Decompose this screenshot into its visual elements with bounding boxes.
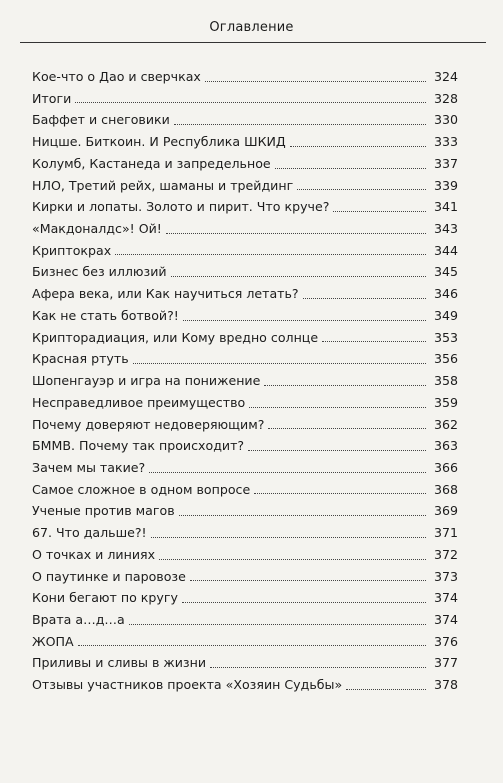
toc-entry-page: 369 (433, 503, 458, 519)
dot-leader (303, 297, 426, 299)
dot-leader (151, 536, 426, 538)
toc-entry (32, 414, 458, 436)
toc-entry-page: 337 (433, 155, 458, 171)
toc-entry-page: 378 (433, 677, 458, 693)
toc-entry (32, 631, 458, 653)
header-rule (20, 42, 486, 43)
toc-entry-title: Приливы и сливы в жизни (32, 655, 207, 671)
toc-entry-title: Почему доверяют недоверяющим? (32, 416, 265, 432)
dot-leader (166, 232, 426, 234)
dot-leader (174, 123, 426, 125)
dot-leader (129, 623, 426, 625)
dot-leader (275, 167, 426, 169)
dot-leader (179, 514, 426, 516)
dot-leader (297, 188, 426, 190)
toc-entry-title: Итоги (32, 90, 72, 106)
toc-entry-title: О паутинке и паровозе (32, 568, 186, 584)
toc-entry (32, 479, 458, 501)
toc-entry (32, 66, 458, 88)
toc-entry-page: 356 (433, 351, 458, 367)
toc-entry (32, 196, 458, 218)
toc-entry-title: Кое-что о Дао и сверчках (32, 69, 201, 84)
toc-entry-page: 343 (433, 221, 458, 237)
toc-entry (32, 218, 458, 240)
dot-leader (268, 427, 426, 429)
toc-entry-title: Как не стать ботвой?! (32, 307, 179, 323)
toc-entry-title: Шопенгауэр и игра на понижение (32, 373, 261, 389)
toc-entry-title: Ученые против магов (32, 503, 175, 519)
toc-entry-title: Кони бегают по кругу (32, 590, 178, 606)
toc-entry-title: НЛО, Третий рейх, шаманы и трейдинг (32, 177, 294, 193)
toc-entry-page: 372 (433, 546, 458, 562)
toc-entry-title: Ницше. Биткоин. И Республика ШКИД (32, 134, 286, 150)
toc-entry-title: Несправедливое преимущество (32, 394, 246, 410)
toc-entry-page: 359 (433, 394, 458, 410)
toc-entry-title: Бизнес без иллюзий (32, 264, 167, 280)
dot-leader (115, 253, 426, 255)
dot-leader (159, 558, 426, 560)
toc-entry-page: 344 (433, 242, 458, 258)
toc-entry (32, 674, 458, 696)
toc-entry (32, 88, 458, 110)
toc-entry-page: 374 (433, 590, 458, 606)
dot-leader (149, 471, 426, 473)
toc-entry-page: 363 (433, 438, 458, 454)
toc-entry-title: Колумб, Кастанеда и запредельное (32, 155, 271, 171)
toc-entry-page: 368 (433, 481, 458, 497)
dot-leader (210, 666, 426, 668)
dot-leader (254, 492, 426, 494)
toc-entry (32, 153, 458, 175)
toc-entry-title: Афера века, или Как научиться летать? (32, 286, 299, 302)
toc-entry-page: 362 (433, 416, 458, 432)
table-of-contents (32, 66, 458, 696)
dot-leader (346, 688, 426, 690)
toc-entry (32, 500, 458, 522)
dot-leader (182, 601, 426, 603)
toc-entry (32, 261, 458, 283)
dot-leader (190, 579, 426, 581)
toc-entry (32, 370, 458, 392)
toc-entry-title: Кирки и лопаты. Золото и пирит. Что круче? (32, 199, 330, 215)
toc-entry-title: О точках и линиях (32, 546, 156, 562)
dot-leader (322, 340, 426, 342)
toc-entry-title: Самое сложное в одном вопросе (32, 481, 251, 497)
dot-leader (205, 80, 426, 82)
dot-leader (333, 210, 426, 212)
toc-entry (32, 566, 458, 588)
toc-entry-page: 353 (433, 329, 458, 345)
toc-entry-title: Отзывы участников проекта «Хозяин Судьбы» (32, 677, 343, 693)
toc-entry (32, 392, 458, 414)
toc-entry (32, 175, 458, 197)
toc-entry (32, 109, 458, 131)
dot-leader (171, 275, 426, 277)
toc-entry-title: БММВ. Почему так происходит? (32, 438, 245, 454)
toc-entry (32, 544, 458, 566)
toc-entry-page: 346 (433, 286, 458, 302)
toc-entry-title: Врата а…д…а (32, 611, 125, 627)
toc-entry-title: 67. Что дальше?! (32, 525, 147, 541)
toc-entry-title: Крипторадиация, или Кому вредно солнце (32, 329, 319, 345)
toc-entry-page: 358 (433, 373, 458, 389)
dot-leader (183, 319, 426, 321)
toc-entry (32, 131, 458, 153)
toc-entry-title: Зачем мы такие? (32, 459, 146, 475)
toc-entry-title: «Макдоналдс»! Ой! (32, 221, 162, 237)
toc-entry (32, 435, 458, 457)
toc-entry (32, 522, 458, 544)
toc-entry-page: 366 (433, 459, 458, 475)
toc-entry (32, 609, 458, 631)
toc-entry-page: 377 (433, 655, 458, 671)
toc-entry-page: 376 (433, 633, 458, 649)
toc-entry (32, 587, 458, 609)
dot-leader (75, 101, 426, 103)
toc-entry-title: Красная ртуть (32, 351, 129, 367)
toc-entry (32, 305, 458, 327)
toc-entry (32, 457, 458, 479)
toc-entry-page: 339 (433, 177, 458, 193)
toc-entry-page: 341 (433, 199, 458, 215)
toc-entry-page: 330 (433, 112, 458, 128)
toc-entry (32, 348, 458, 370)
dot-leader (264, 384, 426, 386)
running-header: Оглавление (209, 20, 294, 35)
toc-entry-page: 333 (433, 134, 458, 150)
toc-entry (32, 240, 458, 262)
toc-entry (32, 327, 458, 349)
toc-entry-page: 371 (433, 525, 458, 541)
dot-leader (290, 145, 426, 147)
toc-entry (32, 652, 458, 674)
toc-entry-title: Криптокрах (32, 242, 112, 258)
dot-leader (133, 362, 426, 364)
toc-entry-page: 349 (433, 307, 458, 323)
dot-leader (78, 644, 426, 646)
toc-entry-page: 374 (433, 611, 458, 627)
toc-entry (32, 283, 458, 305)
toc-entry-page: 345 (433, 264, 458, 280)
toc-entry-title: Баффет и снеговики (32, 112, 170, 128)
dot-leader (249, 406, 426, 408)
toc-entry-page: 373 (433, 568, 458, 584)
toc-entry-page: 328 (433, 90, 458, 106)
toc-entry-title: ЖОПА (32, 633, 74, 649)
toc-entry-page: 324 (433, 69, 458, 84)
dot-leader (248, 449, 426, 451)
